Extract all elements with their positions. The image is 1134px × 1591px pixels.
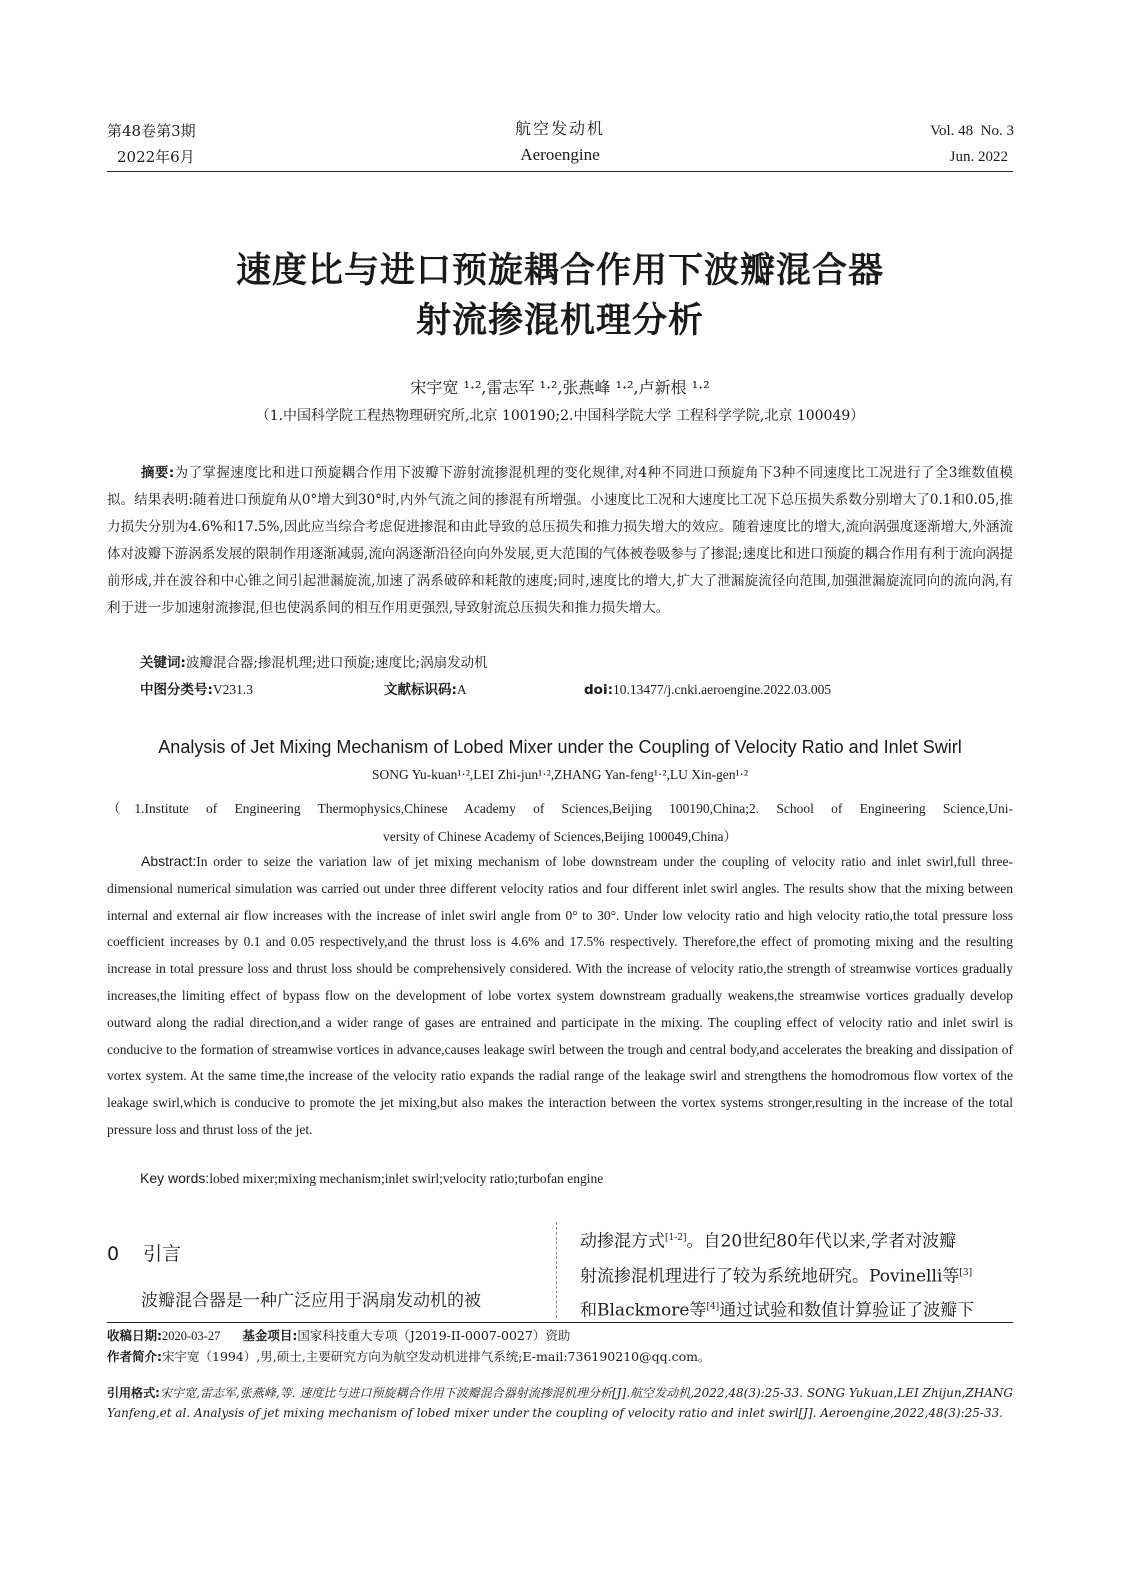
doc-label: 文献标识码: — [384, 682, 457, 698]
author-bio-label: 作者简介: — [107, 1349, 162, 1364]
volume-label: Vol. 48 No. 3 — [930, 123, 1014, 139]
clc-value: V231.3 — [212, 682, 254, 697]
footnote-received — [107, 1326, 1013, 1346]
section-heading — [107, 1239, 181, 1266]
fund-value: 国家科技重大专项（J2019-II-0007-0027）资助 — [297, 1328, 571, 1343]
english-keywords-label: Key words: — [140, 1170, 210, 1186]
clc-number — [140, 679, 253, 701]
body-right-line-3b: 通过试验和数值计算验证了波瓣下 — [719, 1300, 975, 1321]
english-affiliation — [107, 795, 1013, 851]
journal-issue-en — [930, 118, 1014, 170]
abstract-cn — [107, 460, 1013, 622]
body-right-line-2: 射流掺混机理进行了较为系统地研究。Povinelli等 — [580, 1266, 960, 1287]
authors-cn: 宋宇宽 ¹·²,雷志军 ¹·²,张燕峰 ¹·²,卢新根 ¹·² — [410, 378, 710, 397]
doi-label: doi: — [584, 682, 613, 698]
author-bio-value: 宋宇宽（1994）,男,硕士,主要研究方向为航空发动机进排气系统;E-mail:736190210@qq.com。 — [162, 1349, 711, 1364]
english-affiliation-line-1: （1.Institute of Engineering Thermophysics,Chinese Academy of Sciences,Beijing 100190,China;2. School of Engineering Science,Uni- — [107, 801, 1013, 816]
doc-value: A — [456, 682, 467, 697]
body-right-column — [580, 1223, 1013, 1327]
affiliation-cn: （1.中国科学院工程热物理研究所,北京 100190;2.中国科学院大学 工程科学学院,北京 100049） — [255, 408, 865, 424]
date-label: 2022年6月 — [117, 148, 195, 166]
reference-4[interactable]: [4] — [706, 1302, 720, 1313]
citation — [107, 1384, 1013, 1423]
english-abstract-label: Abstract: — [141, 853, 197, 869]
date-label-en: Jun. 2022 — [949, 149, 1008, 165]
body-right-line-1a: 动掺混方式 — [580, 1231, 665, 1252]
english-authors: SONG Yu-kuan¹·²,LEI Zhi-jun¹·²,ZHANG Yan-feng¹·²,LU Xin-gen¹·² — [371, 767, 749, 782]
footnote-author — [107, 1347, 1013, 1367]
footnote-divider — [107, 1322, 1013, 1323]
english-title: Analysis of Jet Mixing Mechanism of Lobed Mixer under the Coupling of Velocity Ratio and Inlet Swirl — [158, 737, 962, 757]
citation-text: 宋宇宽,雷志军,张燕峰,等. 速度比与进口预旋耦合作用下波瓣混合器射流掺混机理分析[J].航空发动机,2022,48(3):25-33. SONG Yukuan,LEI Zhijun,ZHANG Yanfeng,et al. Analysis of jet mixing mechanism of lobed mixer under the coupling of velocity ratio and inlet swirl[J]. Aeroengine,2022,48(3):25-33. — [107, 1386, 1013, 1420]
journal-name-cn: 航空发动机 — [514, 119, 605, 138]
title-line-2: 射流掺混机理分析 — [415, 300, 704, 341]
body-left-column: 波瓣混合器是一种广泛应用于涡扇发动机的被 — [141, 1291, 481, 1311]
keywords-cn-text: 波瓣混合器;掺混机理;进口预旋;速度比;涡扇发动机 — [185, 655, 488, 671]
english-keywords — [140, 1170, 603, 1187]
english-abstract-text: In order to seize the variation law of jet mixing mechanism of lobe downstream under the coupling of velocity ratio and inlet swirl,full three-dimensional numerical simulation was carried out under three different velocity ratios and four different inlet swirl angles. The results show that the mixing between internal and external air flow increases with the increase of inlet swirl angle from 0° to 30°. Under low velocity ratio and high velocity ratio,the total pressure loss coefficient increases by 0.1 and 0.05 respectively,and the thrust loss is 4.6% and 17.5% respectively. Therefore,the effect of promoting mixing and the resulting increase in total pressure loss and thrust loss should be comprehensively considered. With the increase of velocity ratio,the strength of streamwise vortices gradually increases,the limiting effect of bypass flow on the development of lobe vortex system downstream gradually weakens,the streamwise vortices gradually develop outward along the radial direction,and a wider range of gases are entrained and participate in the mixing. The coupling effect of velocity ratio and inlet swirl is conducive to the formation of streamwise vortices in advance,causes leakage swirl between the trough and central body,and accelerates the breaking and dissipation of vortex system. At the same time,the increase of the velocity ratio expands the radial range of the leakage swirl and strengthens the homodromous flow vortex of the leakage swirl,which is conducive to promote the jet mixing,but also makes the interaction between the vortex systems stronger,resulting in the increase of the total pressure loss and thrust loss of the jet. — [107, 854, 1013, 1137]
keywords-cn — [140, 652, 488, 674]
doi-value: 10.13477/j.cnki.aeroengine.2022.03.005 — [612, 682, 832, 697]
header-divider — [107, 171, 1013, 172]
received-value: 2020-03-27 — [162, 1329, 221, 1343]
doi — [584, 679, 831, 701]
doc-code — [384, 679, 467, 701]
citation-label: 引用格式: — [107, 1386, 160, 1400]
section-number: 0 — [107, 1243, 120, 1265]
abstract-cn-label: 摘要: — [141, 465, 175, 481]
fund-label: 基金项目: — [242, 1328, 298, 1343]
journal-name-en: Aeroengine — [520, 145, 600, 164]
received-label: 收稿日期: — [107, 1328, 162, 1343]
english-affiliation-line-2: versity of Chinese Academy of Sciences,Beijing 100049,China） — [383, 829, 737, 844]
abstract-cn-text: 为了掌握速度比和进口预旋耦合作用下波瓣下游射流掺混机理的变化规律,对4种不同进口预旋角下3种不同速度比工况进行了全3维数值模拟。结果表明:随着进口预旋角从0°增大到30°时,内外气流之间的掺混有所增强。小速度比工况和大速度比工况下总压损失系数分别增大了0.1和0.05,推力损失分别为4.6%和17.5%,因此应当综合考虑促进掺混和由此导致的总压损失和推力损失增大的效应。随着速度比的增大,流向涡强度逐渐增大,外涵流体对波瓣下游涡系发展的限制作用逐渐减弱,流向涡逐渐沿径向向外发展,更大范围的气体被卷吸参与了掺混;速度比和进口预旋的耦合作用有利于流向涡提前形成,并在波谷和中心锥之间引起泄漏旋流,加速了涡系破碎和耗散的速度;同时,速度比的增大,扩大了泄漏旋流径向范围,加强泄漏旋流同向的流向涡,有利于进一步加速射流掺混,但也使涡系间的相互作用更强烈,导致射流总压损失和推力损失增大。 — [107, 465, 1013, 616]
article-title — [0, 246, 1120, 346]
body-right-line-3a: 和Blackmore等 — [580, 1300, 707, 1321]
english-keywords-text: lobed mixer;mixing mechanism;inlet swirl;velocity ratio;turbofan engine — [209, 1171, 604, 1186]
body-right-line-1b: 。自20世纪80年代以来,学者对波瓣 — [686, 1231, 957, 1252]
reference-1-2[interactable]: [1-2] — [665, 1233, 687, 1243]
issue-label: 第48卷第3期 — [107, 122, 196, 140]
section-title: 引言 — [143, 1243, 182, 1265]
keywords-cn-label: 关键词: — [140, 655, 186, 671]
title-line-1: 速度比与进口预旋耦合作用下波瓣混合器 — [235, 250, 884, 291]
column-divider — [556, 1222, 557, 1318]
clc-label: 中图分类号: — [140, 682, 213, 698]
english-abstract — [107, 848, 1013, 1144]
reference-3[interactable]: [3] — [959, 1267, 973, 1278]
